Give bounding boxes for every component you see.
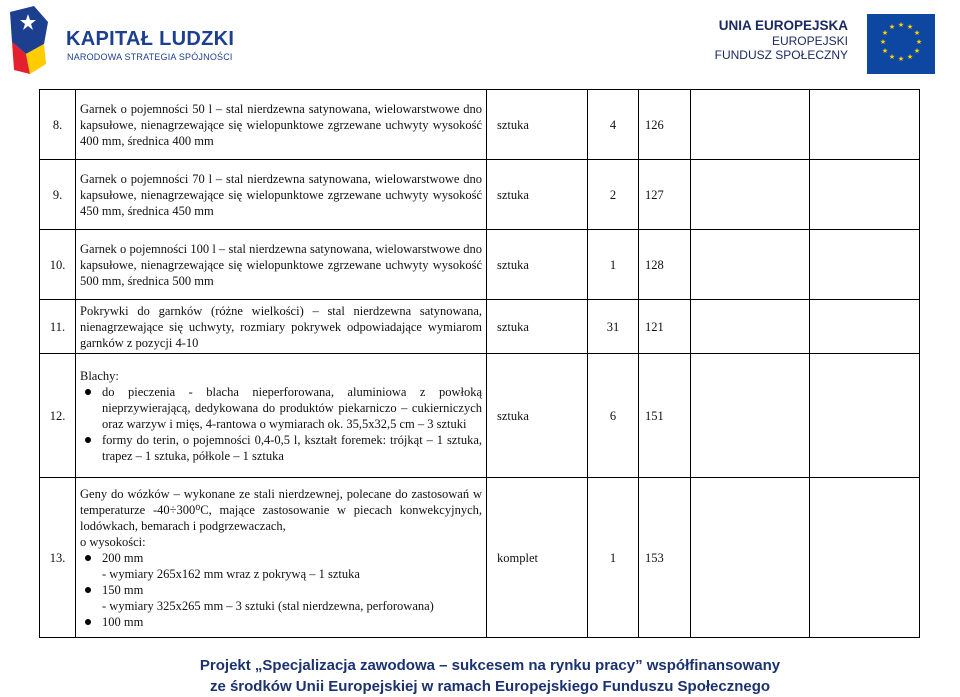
row-number: 11.: [40, 300, 76, 354]
table-row: [40, 160, 920, 230]
bullet-item: 100 mm: [80, 614, 482, 630]
row-quantity: 1: [588, 230, 639, 300]
row-description: [76, 478, 487, 638]
eu-title: UNIA EUROPEJSKA: [718, 18, 848, 33]
row-position: 128: [639, 230, 691, 300]
row-position: 127: [639, 160, 691, 230]
svg-text:★: ★: [888, 23, 896, 31]
bullet-note: - wymiary 265x162 mm wraz z pokrywą – 1 sztuka: [102, 566, 360, 581]
row-description: Pokrywki do garnków (różne wielkości) – stal nierdzewna satynowana, nienagrzewające się uchwyty, rozmiary pokrywek odpowiadające wymiarom garnków z pozycji 4-10: [76, 300, 487, 354]
row-number: 8.: [40, 90, 76, 160]
kapital-ludzki-logo-icon: [4, 4, 54, 76]
footer-line-2: ze środków Unii Europejskiej w ramach Europejskiego Funduszu Społecznego: [209, 678, 771, 695]
row-number: 12.: [40, 354, 76, 478]
svg-text:★: ★: [915, 38, 923, 46]
empty-cell: [691, 160, 810, 230]
empty-cell: [691, 478, 810, 638]
items-table: [39, 89, 920, 638]
empty-cell: [810, 300, 920, 354]
page-header: [0, 0, 960, 80]
bullet-item: do pieczenia - blacha nieperforowana, aluminiowa z powłoką nieprzywierającą, dedykowana do produktów piekarniczo – cukierniczych oraz warzyw i mięs, 4-rantowa o wymiarach ok. 35,5x32,5 cm – 3 sztuki: [80, 384, 482, 432]
empty-cell: [810, 478, 920, 638]
row-position: 126: [639, 90, 691, 160]
bullet-item: formy do terin, o pojemności 0,4-0,5 l, kształt foremek: trójkąt – 1 sztuka, trapez – 1 sztuka, półkole – 1 sztuka: [80, 432, 482, 464]
svg-text:★: ★: [881, 47, 889, 55]
empty-cell: [691, 90, 810, 160]
row-position: 151: [639, 354, 691, 478]
row-number: 13.: [40, 478, 76, 638]
eu-fund-line2: FUNDUSZ SPOŁECZNY: [714, 48, 848, 63]
bullet-item: 150 mm: [80, 582, 482, 598]
svg-text:★: ★: [897, 21, 905, 29]
row-position: 121: [639, 300, 691, 354]
table-row: [40, 230, 920, 300]
row-unit: sztuka: [487, 230, 588, 300]
row-number: 10.: [40, 230, 76, 300]
footer-line-1: Projekt „Specjalizacja zawodowa – sukcesem na rynku pracy” współfinansowany: [199, 657, 781, 674]
svg-text:★: ★: [913, 47, 921, 55]
row-number: 9.: [40, 160, 76, 230]
row-unit: komplet: [487, 478, 588, 638]
svg-text:★: ★: [888, 53, 896, 61]
svg-text:★: ★: [879, 38, 887, 46]
eu-flag-icon: [867, 14, 935, 74]
table-row: [40, 478, 920, 638]
row-description: [76, 354, 487, 478]
row-quantity: 1: [588, 478, 639, 638]
svg-text:★: ★: [881, 29, 889, 37]
row-intro: Blachy:: [80, 368, 119, 383]
svg-text:★: ★: [906, 23, 914, 31]
row-description: Garnek o pojemności 50 l – stal nierdzewna satynowana, wielowarstwowe dno kapsułowe, nienagrzewające się wielopunktowe zgrzewane uchwyty wysokość 400 mm, średnica 400 mm: [76, 90, 487, 160]
row-unit: sztuka: [487, 354, 588, 478]
eu-text-block: [715, 18, 848, 62]
kapital-ludzki-subtitle: NARODOWA STRATEGIA SPÓJNOŚCI: [67, 52, 233, 62]
table-row: [40, 300, 920, 354]
row-unit: sztuka: [487, 160, 588, 230]
kapital-ludzki-title: KAPITAŁ LUDZKI: [66, 28, 235, 50]
bullet-item: 200 mm: [80, 550, 482, 566]
empty-cell: [691, 300, 810, 354]
bullet-note: - wymiary 325x265 mm – 3 sztuki (stal nierdzewna, perforowana): [102, 598, 434, 613]
empty-cell: [810, 230, 920, 300]
row-description: Garnek o pojemności 70 l – stal nierdzewna satynowana, wielowarstwowe dno kapsułowe, nienagrzewające się wielopunktowe zgrzewane uchwyty wysokość 450 mm, średnica 450 mm: [76, 160, 487, 230]
empty-cell: [810, 354, 920, 478]
eu-fund-line1: EUROPEJSKI: [771, 33, 848, 48]
svg-text:★: ★: [913, 29, 921, 37]
empty-cell: [810, 160, 920, 230]
row-quantity: 6: [588, 354, 639, 478]
row-description: Garnek o pojemności 100 l – stal nierdzewna satynowana, wielowarstwowe dno kapsułowe, nienagrzewające się wielopunktowe zgrzewane uchwyty wysokość 500 mm, średnica 500 mm: [76, 230, 487, 300]
row-quantity: 2: [588, 160, 639, 230]
row-quantity: 4: [588, 90, 639, 160]
row-position: 153: [639, 478, 691, 638]
row-sub-intro: o wysokości:: [80, 534, 146, 549]
svg-text:★: ★: [906, 53, 914, 61]
row-unit: sztuka: [487, 90, 588, 160]
table-row: [40, 90, 920, 160]
row-unit: sztuka: [487, 300, 588, 354]
empty-cell: [810, 90, 920, 160]
empty-cell: [691, 354, 810, 478]
empty-cell: [691, 230, 810, 300]
table-row: [40, 354, 920, 478]
project-footer: [0, 655, 960, 697]
row-quantity: 31: [588, 300, 639, 354]
svg-text:★: ★: [897, 55, 905, 63]
row-intro: Geny do wózków – wykonane ze stali nierdzewnej, polecane do zastosowań w temperaturze -40÷300⁰C, mające zastosowanie w piecach konwekcyjnych, lodówkach, bemarach i podgrzewaczach,: [80, 486, 482, 533]
